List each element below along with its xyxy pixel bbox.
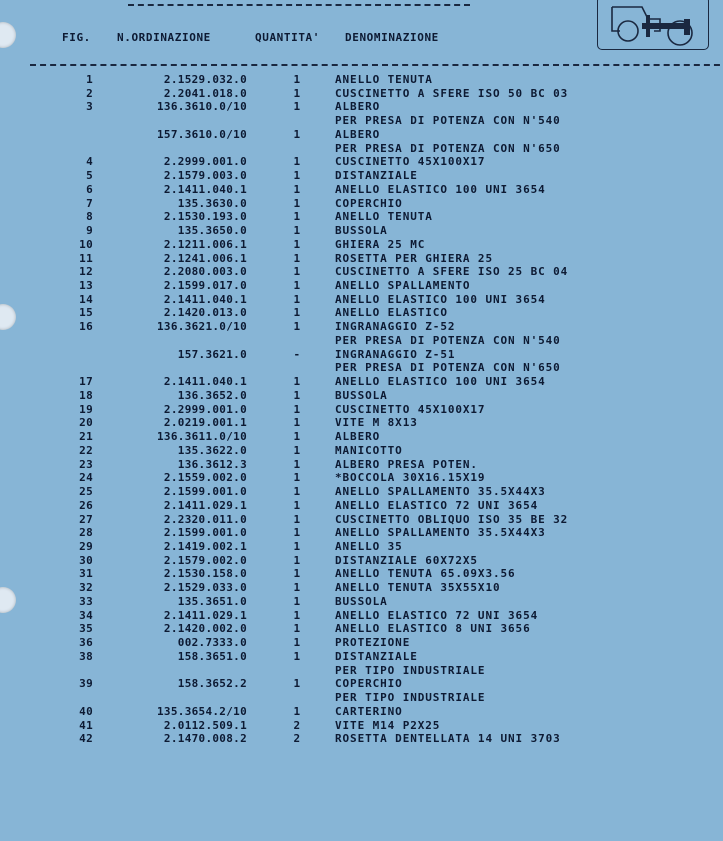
code-cell: 2.1411.029.1 <box>163 498 247 512</box>
code-cell: 2.1470.008.2 <box>163 732 247 746</box>
qty-cell: 1 <box>293 636 301 650</box>
qty-cell: 1 <box>293 498 301 512</box>
fig-cell: 16 <box>79 320 93 334</box>
fig-cell: 33 <box>79 594 93 608</box>
table-row <box>0 114 723 128</box>
fig-cell: 13 <box>79 279 93 293</box>
header-denominazione: DENOMINAZIONE <box>345 31 439 44</box>
table-row <box>0 485 723 499</box>
code-cell: 2.2080.003.0 <box>163 265 247 279</box>
fig-cell: 24 <box>79 471 93 485</box>
desc-cell: ANELLO ELASTICO 100 UNI 3654 <box>335 182 546 196</box>
code-cell: 136.3611.0/10 <box>157 430 247 444</box>
fig-cell: 20 <box>79 416 93 430</box>
desc-cell: PER PRESA DI POTENZA CON N'650 <box>335 361 561 375</box>
qty-cell: 1 <box>293 457 301 471</box>
qty-cell: 1 <box>293 86 301 100</box>
desc-cell: CUSCINETTO 45X100X17 <box>335 155 486 169</box>
fig-cell: 19 <box>79 402 93 416</box>
table-row <box>0 183 723 197</box>
table-row <box>0 430 723 444</box>
qty-cell: 1 <box>293 196 301 210</box>
qty-cell: 1 <box>293 553 301 567</box>
code-cell: 135.3622.0 <box>177 443 247 457</box>
table-row <box>0 375 723 389</box>
code-cell: 136.3612.3 <box>177 457 247 471</box>
qty-cell: 1 <box>293 471 301 485</box>
table-row <box>0 705 723 719</box>
desc-cell: BUSSOLA <box>335 224 388 238</box>
qty-cell: 1 <box>293 443 301 457</box>
desc-cell: ANELLO ELASTICO 72 UNI 3654 <box>335 498 539 512</box>
qty-cell: 1 <box>293 388 301 402</box>
header-ordinazione: N.ORDINAZIONE <box>117 31 211 44</box>
qty-cell: 1 <box>293 155 301 169</box>
desc-cell: PER PRESA DI POTENZA CON N'540 <box>335 333 561 347</box>
qty-cell: 1 <box>293 416 301 430</box>
fig-cell: 2 <box>86 86 93 100</box>
desc-cell: PER TIPO INDUSTRIALE <box>335 663 486 677</box>
fig-cell: 28 <box>79 526 93 540</box>
qty-cell: 1 <box>293 485 301 499</box>
code-cell: 135.3651.0 <box>177 594 247 608</box>
qty-cell: 1 <box>293 567 301 581</box>
desc-cell: DISTANZIALE <box>335 169 418 183</box>
table-row <box>0 169 723 183</box>
table-row <box>0 513 723 527</box>
fig-cell: 26 <box>79 498 93 512</box>
qty-cell: 1 <box>293 224 301 238</box>
fig-cell: 31 <box>79 567 93 581</box>
code-cell: 136.3621.0/10 <box>157 320 247 334</box>
desc-cell: INGRANAGGIO Z-52 <box>335 320 456 334</box>
desc-cell: MANICOTTO <box>335 443 403 457</box>
table-row <box>0 719 723 733</box>
fig-cell: 18 <box>79 388 93 402</box>
fig-cell: 39 <box>79 677 93 691</box>
fig-cell: 9 <box>86 224 93 238</box>
desc-cell: COPERCHIO <box>335 677 403 691</box>
fig-cell: 22 <box>79 443 93 457</box>
desc-cell: ANELLO SPALLAMENTO <box>335 279 471 293</box>
table-row <box>0 499 723 513</box>
fig-cell: 42 <box>79 732 93 746</box>
fig-cell: 12 <box>79 265 93 279</box>
qty-cell: 1 <box>293 430 301 444</box>
code-cell: 2.0112.509.1 <box>163 718 247 732</box>
desc-cell: ANELLO 35 <box>335 539 403 553</box>
parts-list <box>0 73 723 746</box>
table-row <box>0 595 723 609</box>
desc-cell: ROSETTA DENTELLATA 14 UNI 3703 <box>335 732 561 746</box>
table-row <box>0 252 723 266</box>
qty-cell: 1 <box>293 169 301 183</box>
desc-cell: DISTANZIALE <box>335 649 418 663</box>
table-row <box>0 691 723 705</box>
fig-cell: 3 <box>86 100 93 114</box>
desc-cell: ALBERO PRESA POTEN. <box>335 457 478 471</box>
code-cell: 002.7333.0 <box>177 636 247 650</box>
fig-cell: 7 <box>86 196 93 210</box>
table-row <box>0 128 723 142</box>
qty-cell: 1 <box>293 265 301 279</box>
table-row <box>0 306 723 320</box>
desc-cell: ALBERO <box>335 127 381 141</box>
qty-cell: 1 <box>293 402 301 416</box>
desc-cell: PER TIPO INDUSTRIALE <box>335 691 486 705</box>
qty-cell: 1 <box>293 512 301 526</box>
header-dashed-rule <box>30 64 723 66</box>
fig-cell: 35 <box>79 622 93 636</box>
code-cell: 2.1241.006.1 <box>163 251 247 265</box>
table-row <box>0 293 723 307</box>
desc-cell: *BOCCOLA 30X16.15X19 <box>335 471 486 485</box>
table-row <box>0 210 723 224</box>
qty-cell: 1 <box>293 251 301 265</box>
fig-cell: 30 <box>79 553 93 567</box>
table-row <box>0 526 723 540</box>
code-cell: 2.1411.040.1 <box>163 292 247 306</box>
desc-cell: ANELLO TENUTA 65.09X3.56 <box>335 567 516 581</box>
table-row <box>0 567 723 581</box>
fig-cell: 6 <box>86 182 93 196</box>
qty-cell: 1 <box>293 73 301 86</box>
desc-cell: ALBERO <box>335 430 381 444</box>
code-cell: 2.1411.029.1 <box>163 608 247 622</box>
code-cell: 2.1419.002.1 <box>163 539 247 553</box>
desc-cell: ANELLO ELASTICO 100 UNI 3654 <box>335 375 546 389</box>
qty-cell: 1 <box>293 649 301 663</box>
qty-cell: 1 <box>293 306 301 320</box>
desc-cell: CUSCINETTO A SFERE ISO 50 BC 03 <box>335 86 569 100</box>
table-row <box>0 471 723 485</box>
header-fig: FIG. <box>62 31 91 44</box>
table-row <box>0 416 723 430</box>
table-row <box>0 348 723 362</box>
table-row <box>0 100 723 114</box>
code-cell: 2.1411.040.1 <box>163 182 247 196</box>
desc-cell: ROSETTA PER GHIERA 25 <box>335 251 493 265</box>
desc-cell: ANELLO TENUTA 35X55X10 <box>335 581 501 595</box>
table-row <box>0 73 723 87</box>
code-cell: 2.1579.003.0 <box>163 169 247 183</box>
code-cell: 157.3621.0 <box>177 347 247 361</box>
desc-cell: ANELLO ELASTICO <box>335 306 448 320</box>
code-cell: 2.1599.001.0 <box>163 485 247 499</box>
fig-cell: 36 <box>79 636 93 650</box>
qty-cell: 1 <box>293 320 301 334</box>
qty-cell: 1 <box>293 279 301 293</box>
code-cell: 158.3651.0 <box>177 649 247 663</box>
qty-cell: 1 <box>293 210 301 224</box>
fig-cell: 10 <box>79 237 93 251</box>
fig-cell: 38 <box>79 649 93 663</box>
qty-cell: 1 <box>293 375 301 389</box>
table-row <box>0 581 723 595</box>
table-row <box>0 444 723 458</box>
qty-cell: 1 <box>293 622 301 636</box>
code-cell: 2.1420.013.0 <box>163 306 247 320</box>
desc-cell: COPERCHIO <box>335 196 403 210</box>
code-cell: 136.3610.0/10 <box>157 100 247 114</box>
qty-cell: 1 <box>293 292 301 306</box>
desc-cell: ANELLO ELASTICO 72 UNI 3654 <box>335 608 539 622</box>
qty-cell: 1 <box>293 526 301 540</box>
code-cell: 135.3654.2/10 <box>157 704 247 718</box>
code-cell: 2.1529.033.0 <box>163 581 247 595</box>
code-cell: 2.2999.001.0 <box>163 402 247 416</box>
code-cell: 2.0219.001.1 <box>163 416 247 430</box>
table-row <box>0 142 723 156</box>
table-row <box>0 732 723 746</box>
code-cell: 135.3630.0 <box>177 196 247 210</box>
desc-cell: BUSSOLA <box>335 594 388 608</box>
desc-cell: ANELLO SPALLAMENTO 35.5X44X3 <box>335 485 546 499</box>
fig-cell: 1 <box>86 73 93 86</box>
code-cell: 157.3610.0/10 <box>157 127 247 141</box>
code-cell: 135.3650.0 <box>177 224 247 238</box>
fig-cell: 41 <box>79 718 93 732</box>
desc-cell: ANELLO TENUTA <box>335 210 433 224</box>
code-cell: 2.1211.006.1 <box>163 237 247 251</box>
code-cell: 2.1559.002.0 <box>163 471 247 485</box>
table-row <box>0 155 723 169</box>
fig-cell: 25 <box>79 485 93 499</box>
fig-cell: 11 <box>79 251 93 265</box>
qty-cell: 1 <box>293 539 301 553</box>
table-row <box>0 622 723 636</box>
desc-cell: VITE M 8X13 <box>335 416 418 430</box>
fig-cell: 8 <box>86 210 93 224</box>
qty-cell: 1 <box>293 608 301 622</box>
fig-cell: 40 <box>79 704 93 718</box>
table-row <box>0 238 723 252</box>
code-cell: 158.3652.2 <box>177 677 247 691</box>
desc-cell: ANELLO TENUTA <box>335 73 433 86</box>
table-row <box>0 334 723 348</box>
qty-cell: 1 <box>293 237 301 251</box>
code-cell: 2.2999.001.0 <box>163 155 247 169</box>
table-row <box>0 540 723 554</box>
header-quantita: QUANTITA' <box>255 31 321 44</box>
table-row <box>0 320 723 334</box>
code-cell: 2.2320.011.0 <box>163 512 247 526</box>
table-row <box>0 554 723 568</box>
code-cell: 2.1420.002.0 <box>163 622 247 636</box>
binder-hole-top <box>0 22 16 48</box>
table-row <box>0 403 723 417</box>
code-cell: 136.3652.0 <box>177 388 247 402</box>
desc-cell: PROTEZIONE <box>335 636 411 650</box>
code-cell: 2.1530.193.0 <box>163 210 247 224</box>
fig-cell: 29 <box>79 539 93 553</box>
desc-cell: DISTANZIALE 60X72X5 <box>335 553 478 567</box>
desc-cell: VITE M14 P2X25 <box>335 718 441 732</box>
tractor-logo <box>597 0 709 50</box>
fig-cell: 34 <box>79 608 93 622</box>
qty-cell: 2 <box>293 718 301 732</box>
desc-cell: GHIERA 25 MC <box>335 237 426 251</box>
qty-cell: 1 <box>293 581 301 595</box>
fig-cell: 23 <box>79 457 93 471</box>
code-cell: 2.1579.002.0 <box>163 553 247 567</box>
table-row <box>0 677 723 691</box>
desc-cell: BUSSOLA <box>335 388 388 402</box>
code-cell: 2.1411.040.1 <box>163 375 247 389</box>
table-row <box>0 636 723 650</box>
fig-cell: 15 <box>79 306 93 320</box>
qty-cell: 1 <box>293 677 301 691</box>
qty-cell: 1 <box>293 594 301 608</box>
table-row <box>0 650 723 664</box>
desc-cell: CUSCINETTO OBLIQUO ISO 35 BE 32 <box>335 512 569 526</box>
desc-cell: CUSCINETTO 45X100X17 <box>335 402 486 416</box>
code-cell: 2.2041.018.0 <box>163 86 247 100</box>
qty-cell: 1 <box>293 127 301 141</box>
qty-cell: 2 <box>293 732 301 746</box>
code-cell: 2.1530.158.0 <box>163 567 247 581</box>
qty-cell: 1 <box>293 182 301 196</box>
code-cell: 2.1599.017.0 <box>163 279 247 293</box>
desc-cell: ANELLO SPALLAMENTO 35.5X44X3 <box>335 526 546 540</box>
table-row <box>0 458 723 472</box>
top-dashed-rule <box>128 4 470 6</box>
qty-cell: - <box>293 347 301 361</box>
desc-cell: ANELLO ELASTICO 8 UNI 3656 <box>335 622 531 636</box>
table-row <box>0 265 723 279</box>
table-row <box>0 664 723 678</box>
desc-cell: CARTERINO <box>335 704 403 718</box>
desc-cell: ALBERO <box>335 100 381 114</box>
table-row <box>0 224 723 238</box>
fig-cell: 32 <box>79 581 93 595</box>
fig-cell: 14 <box>79 292 93 306</box>
qty-cell: 1 <box>293 100 301 114</box>
fig-cell: 21 <box>79 430 93 444</box>
desc-cell: CUSCINETTO A SFERE ISO 25 BC 04 <box>335 265 569 279</box>
fig-cell: 4 <box>86 155 93 169</box>
desc-cell: ANELLO ELASTICO 100 UNI 3654 <box>335 292 546 306</box>
code-cell: 2.1599.001.0 <box>163 526 247 540</box>
code-cell: 2.1529.032.0 <box>163 73 247 86</box>
table-row <box>0 279 723 293</box>
fig-cell: 5 <box>86 169 93 183</box>
table-row <box>0 197 723 211</box>
desc-cell: INGRANAGGIO Z-51 <box>335 347 456 361</box>
desc-cell: PER PRESA DI POTENZA CON N'540 <box>335 114 561 128</box>
table-row <box>0 609 723 623</box>
table-row <box>0 389 723 403</box>
qty-cell: 1 <box>293 704 301 718</box>
table-row <box>0 361 723 375</box>
table-row <box>0 87 723 101</box>
fig-cell: 27 <box>79 512 93 526</box>
fig-cell: 17 <box>79 375 93 389</box>
desc-cell: PER PRESA DI POTENZA CON N'650 <box>335 141 561 155</box>
